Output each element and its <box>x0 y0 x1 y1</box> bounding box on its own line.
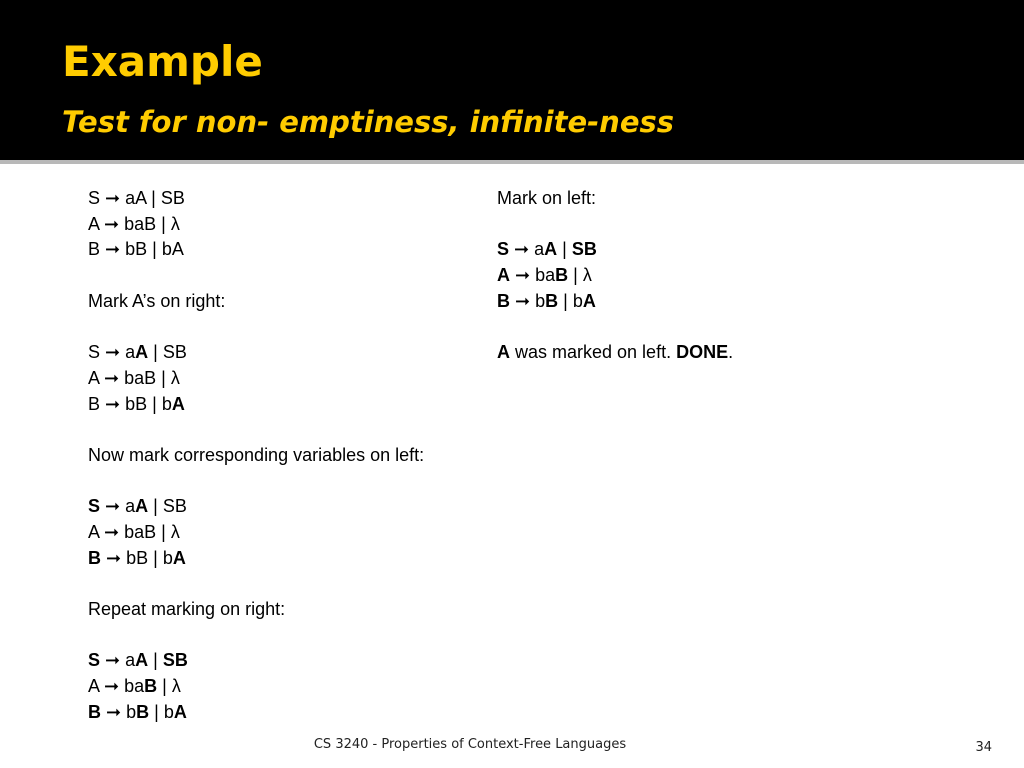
arrow-icon: ➞ <box>105 393 121 415</box>
slide-number: 34 <box>975 740 992 755</box>
arrow-icon: ➞ <box>514 239 530 261</box>
production-line: A ➞ baB | λ <box>88 213 180 235</box>
arrow-icon: ➞ <box>104 213 120 235</box>
marked-variable: B <box>497 290 510 311</box>
marked-variable: A <box>582 290 596 311</box>
marked-variable: B <box>88 547 101 568</box>
production-line: S ➞ aA | SB <box>88 496 187 518</box>
spacer <box>88 469 488 495</box>
right-column <box>497 186 917 366</box>
marked-variable: A <box>497 342 510 363</box>
marked-variable: A <box>544 239 558 260</box>
production-line: A ➞ baB | λ <box>88 367 180 389</box>
slide-title: Example <box>62 37 263 86</box>
spacer <box>88 417 488 443</box>
spacer <box>88 571 488 597</box>
conclusion: A was marked on left. DONE. <box>497 342 734 363</box>
production-line: S ➞ aA | SB <box>88 342 187 364</box>
marked-variable: B <box>144 676 158 697</box>
header-divider <box>0 160 1024 164</box>
arrow-icon: ➞ <box>104 521 120 543</box>
marked-variable: A <box>135 342 149 363</box>
arrow-icon: ➞ <box>104 367 120 389</box>
spacer <box>88 314 488 340</box>
spacer <box>497 212 917 238</box>
arrow-icon: ➞ <box>104 676 120 698</box>
marked-variable: B <box>88 701 101 722</box>
slide-subtitle: Test for non- emptiness, infinite-ness <box>62 105 675 139</box>
production-line: B ➞ bB | bA <box>88 547 186 569</box>
spacer <box>497 314 917 340</box>
marked-variable: S <box>88 650 101 671</box>
marked-variable: S <box>88 496 101 517</box>
marked-variable: B <box>545 290 559 311</box>
spacer <box>88 623 488 649</box>
marked-variable: A <box>135 496 149 517</box>
arrow-icon: ➞ <box>105 342 121 364</box>
arrow-icon: ➞ <box>105 496 121 518</box>
marked-variable: S <box>497 239 510 260</box>
step-heading: Now mark corresponding variables on left: <box>88 444 425 465</box>
production-line: B ➞ bB | bA <box>88 393 185 415</box>
production-line: B ➞ bB | bA <box>88 701 187 723</box>
marked-variable: A <box>172 547 186 568</box>
arrow-icon: ➞ <box>105 188 121 209</box>
slide-header <box>0 0 1024 160</box>
arrow-icon: ➞ <box>515 265 531 287</box>
marked-variable: A <box>135 650 149 671</box>
production-line: A ➞ baB | λ <box>88 676 181 698</box>
step-heading: Repeat marking on right: <box>88 599 286 619</box>
arrow-icon: ➞ <box>106 547 122 569</box>
arrow-icon: ➞ <box>106 701 122 723</box>
production-line: B ➞ bB | bA <box>88 239 184 261</box>
arrow-icon: ➞ <box>105 239 121 261</box>
production-line: A ➞ baB | λ <box>497 265 592 287</box>
marked-variable: B <box>555 265 569 286</box>
step-heading: Mark on left: <box>497 188 597 208</box>
production-line: S ➞ aA | SB <box>88 650 188 672</box>
marked-variable: B <box>136 701 150 722</box>
arrow-icon: ➞ <box>105 650 121 672</box>
spacer <box>88 263 488 289</box>
production-line: S ➞ aA | SB <box>497 239 597 261</box>
step-heading: Mark A’s on right: <box>88 290 226 311</box>
marked-variable: SB <box>162 650 188 671</box>
left-column <box>88 186 488 725</box>
marked-variable: SB <box>571 239 597 260</box>
marked-variable: A <box>497 265 510 286</box>
footer-course-title: CS 3240 - Properties of Context-Free Languages <box>313 737 627 752</box>
production-line: S ➞ aA | SB <box>88 188 185 209</box>
marked-variable: A <box>171 393 185 414</box>
arrow-icon: ➞ <box>515 290 531 312</box>
production-line: A ➞ baB | λ <box>88 521 180 543</box>
done-label: DONE <box>676 342 729 363</box>
marked-variable: A <box>173 701 187 722</box>
production-line: B ➞ bB | bA <box>497 290 596 312</box>
